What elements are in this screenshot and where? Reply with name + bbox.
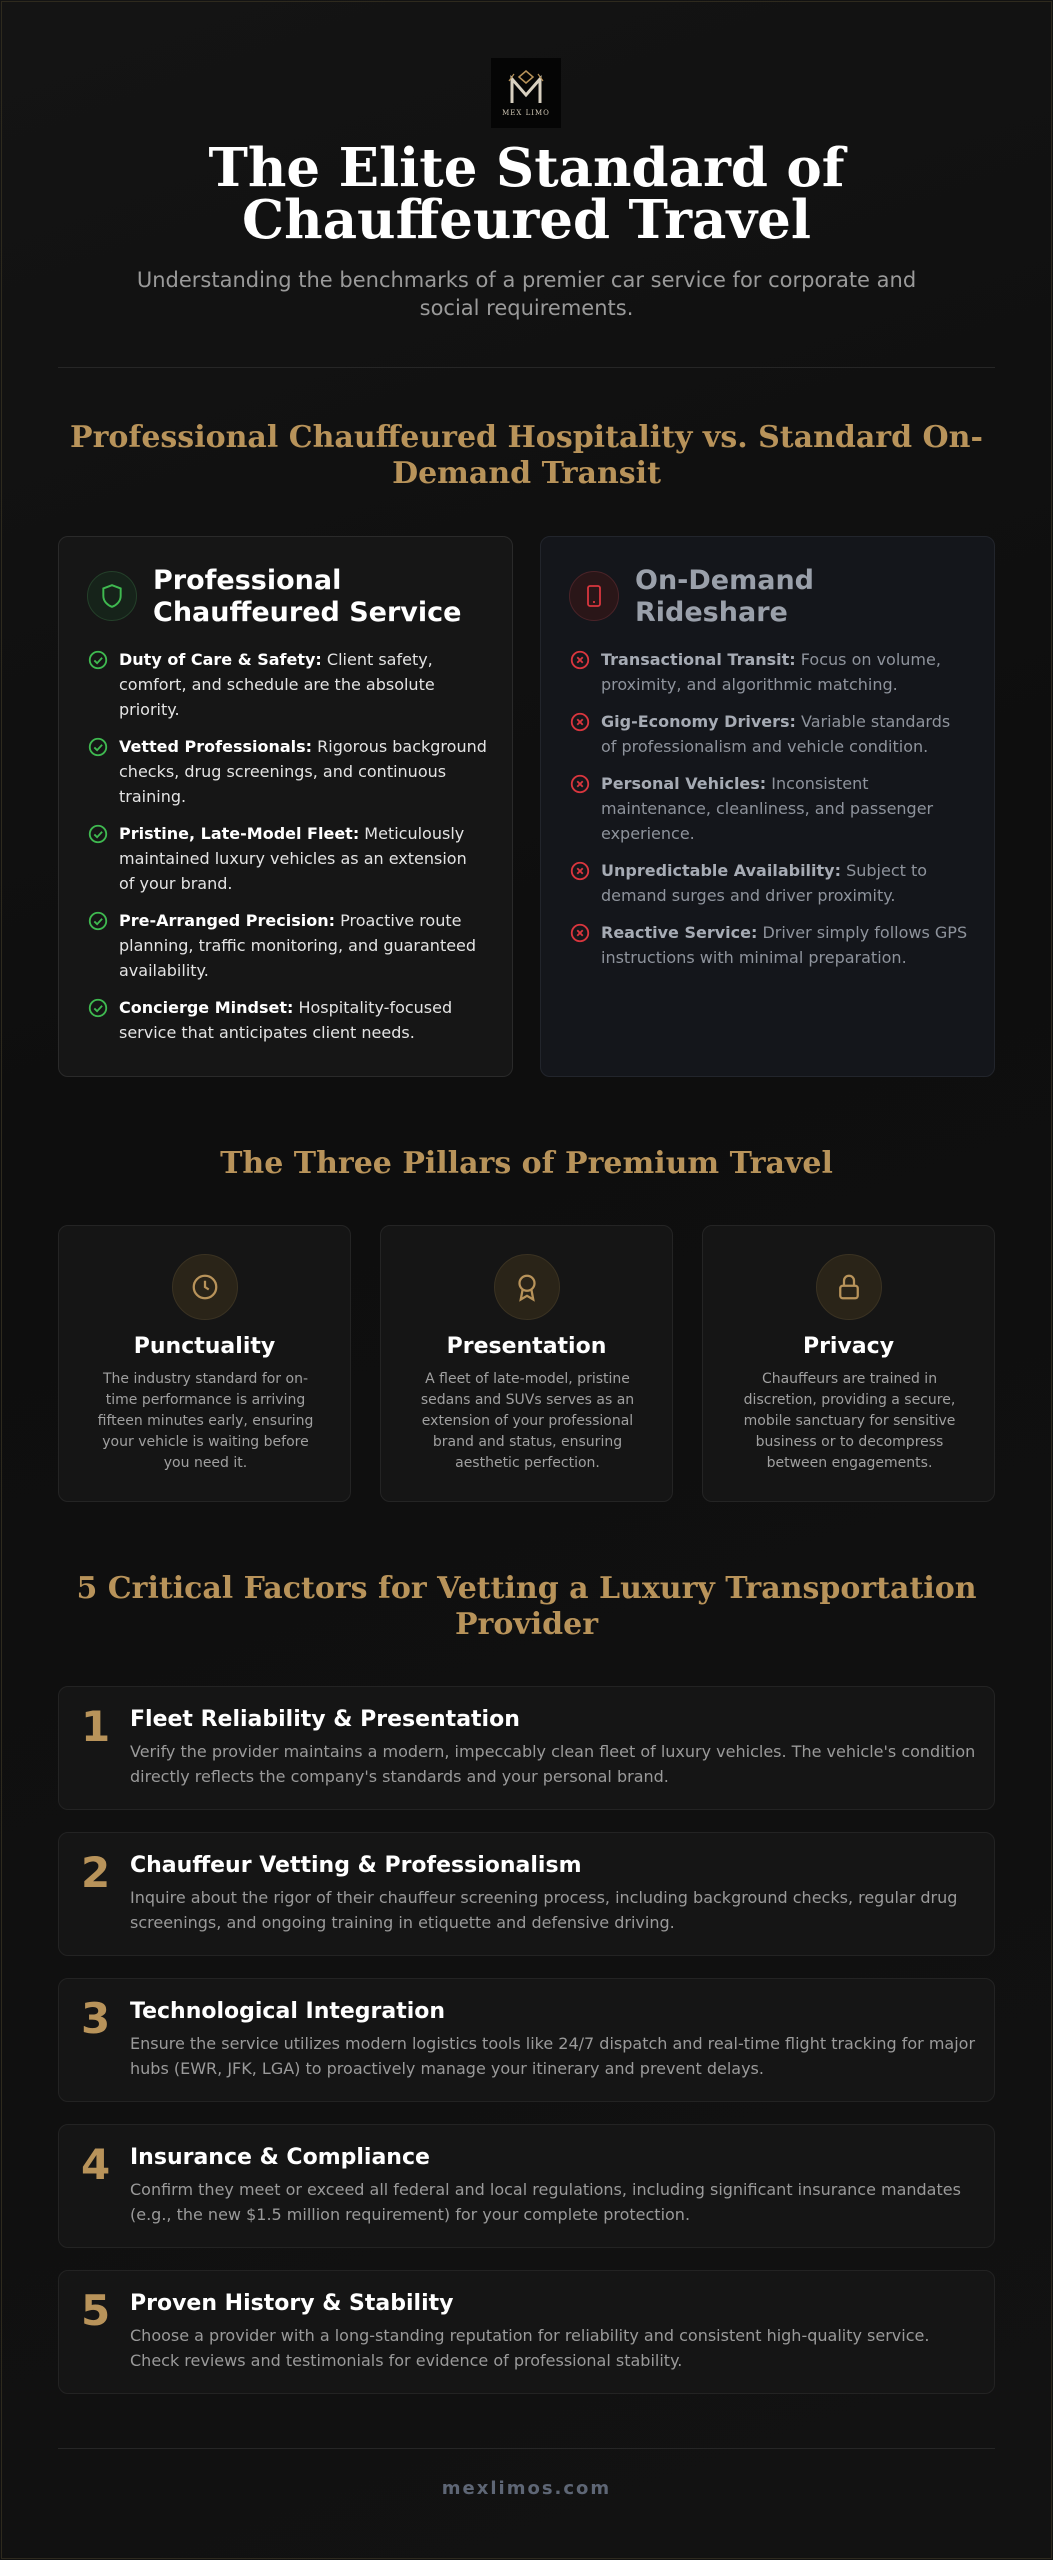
pillar-card-punctuality [58, 1225, 351, 1502]
pillars-title: The Three Pillars of Premium Travel [220, 1146, 833, 1181]
factor-title: Chauffeur Vetting & Professionalism [130, 1853, 582, 1878]
item-text: Proactive route planning, traffic monitoring, and guaranteed availability. [119, 911, 477, 980]
logo-text: MEX LIMO [502, 109, 550, 117]
factor-number: 2 [81, 1848, 111, 1897]
factor-title: Technological Integration [130, 1999, 446, 2024]
factors-title: 5 Critical Factors for Vetting a Luxury Transportation Provider [76, 1571, 977, 1642]
divider [58, 367, 995, 368]
pillar-card-presentation [380, 1225, 673, 1502]
factor-number: 5 [81, 2286, 111, 2335]
item-label: Personal Vehicles: [601, 774, 767, 793]
page-title: The Elite Standard of Chauffeured Travel [208, 137, 845, 251]
pillar-text: Chauffeurs are trained in discretion, providing a secure, mobile sanctuary for sensitive business or to decompress between engagements. [743, 1371, 956, 1471]
logo [491, 58, 561, 128]
clock-icon [172, 1254, 238, 1320]
pillar-title: Presentation [446, 1334, 607, 1359]
item-label: Pre-Arranged Precision: [119, 911, 336, 930]
factor-title: Proven History & Stability [130, 2291, 454, 2316]
item-label: Pristine, Late-Model Fleet: [119, 824, 360, 843]
factor-title: Fleet Reliability & Presentation [130, 1707, 520, 1732]
list-item [569, 771, 969, 846]
x-circle-icon [569, 649, 591, 671]
list-item [87, 908, 487, 983]
item-label: Vetted Professionals: [119, 737, 313, 756]
factor-text: Confirm they meet or exceed all federal and local regulations, including significant insurance mandates (e.g., the new $1.5 million requirement) for your complete protection. [130, 2180, 961, 2224]
factor-card [58, 2124, 995, 2248]
lock-icon [816, 1254, 882, 1320]
item-label: Duty of Care & Safety: [119, 650, 322, 669]
list-item [87, 821, 487, 896]
footer-divider [58, 2448, 995, 2449]
pillar-text: The industry standard for on-time performance is arriving fifteen minutes early, ensuring your vehicle is waiting before you need it. [97, 1371, 314, 1471]
ondemand-rideshare-card [540, 536, 995, 1077]
x-circle-icon [569, 711, 591, 733]
professional-service-title: Professional Chauffeured Service [153, 565, 462, 628]
factor-card [58, 1686, 995, 1810]
factor-card [58, 1978, 995, 2102]
factor-text: Choose a provider with a long-standing reputation for reliability and consistent high-quality service. Check reviews and testimonials for evidence of professional stability. [130, 2326, 930, 2370]
ondemand-rideshare-list [569, 647, 969, 982]
factor-text: Inquire about the rigor of their chauffeur screening process, including background checks, regular drug screenings, and ongoing training in etiquette and defensive driving. [130, 1888, 958, 1932]
professional-service-list [87, 647, 487, 1057]
item-text: Client safety, comfort, and schedule are the absolute priority. [119, 650, 435, 719]
list-item [569, 858, 969, 908]
item-text: Inconsistent maintenance, cleanliness, and passenger experience. [601, 774, 934, 843]
item-label: Unpredictable Availability: [601, 861, 841, 880]
item-label: Gig-Economy Drivers: [601, 712, 796, 731]
item-text: Meticulously maintained luxury vehicles as an extension of your brand. [119, 824, 467, 893]
pillar-title: Punctuality [133, 1334, 276, 1359]
x-circle-icon [569, 860, 591, 882]
check-circle-icon [87, 823, 109, 845]
x-circle-icon [569, 773, 591, 795]
check-circle-icon [87, 997, 109, 1019]
item-label: Concierge Mindset: [119, 998, 294, 1017]
list-item [87, 647, 487, 722]
shield-icon [87, 571, 137, 621]
factor-text: Verify the provider maintains a modern, impeccably clean fleet of luxury vehicles. The vehicle's condition directly reflects the company's standards and your personal brand. [130, 1742, 976, 1786]
factor-number: 3 [81, 1994, 111, 2043]
list-item [569, 647, 969, 697]
pillar-title: Privacy [802, 1334, 895, 1359]
footer-website-link[interactable]: mexlimos.com [441, 2478, 612, 2499]
list-item [569, 709, 969, 759]
pillar-card-privacy [702, 1225, 995, 1502]
ondemand-rideshare-title: On-Demand Rideshare [635, 565, 815, 628]
factor-number: 4 [81, 2140, 111, 2189]
item-label: Reactive Service: [601, 923, 758, 942]
item-text: Driver simply follows GPS instructions with minimal preparation. [601, 923, 968, 967]
item-text: Rigorous background checks, drug screenings, and continuous training. [119, 737, 487, 806]
list-item [87, 734, 487, 809]
check-circle-icon [87, 649, 109, 671]
item-label: Transactional Transit: [601, 650, 796, 669]
check-circle-icon [87, 910, 109, 932]
factor-number: 1 [81, 1702, 111, 1751]
item-text: Subject to demand surges and driver proximity. [601, 861, 928, 905]
list-item [87, 995, 487, 1045]
pillar-text: A fleet of late-model, pristine sedans and SUVs serves as an extension of your professional brand and status, ensuring aesthetic perfection. [420, 1371, 635, 1471]
page-subtitle: Understanding the benchmarks of a premier car service for corporate and social requirements. [136, 268, 917, 320]
factor-text: Ensure the service utilizes modern logistics tools like 24/7 dispatch and real-time flight tracking for major hubs (EWR, JFK, LGA) to proactively manage your itinerary and prevent delays. [130, 2034, 976, 2078]
list-item [569, 920, 969, 970]
award-icon [494, 1254, 560, 1320]
factor-card [58, 1832, 995, 1956]
smartphone-icon [569, 571, 619, 621]
check-circle-icon [87, 736, 109, 758]
factor-card [58, 2270, 995, 2394]
comparison-title: Professional Chauffeured Hospitality vs. Standard On-Demand Transit [70, 420, 983, 491]
item-text: Focus on volume, proximity, and algorithmic matching. [601, 650, 941, 694]
item-text: Variable standards of professionalism and vehicle condition. [601, 712, 951, 756]
professional-service-card [58, 536, 513, 1077]
item-text: Hospitality-focused service that anticipates client needs. [119, 998, 453, 1042]
crown-logo-icon [506, 69, 546, 107]
factor-title: Insurance & Compliance [130, 2145, 430, 2170]
x-circle-icon [569, 922, 591, 944]
